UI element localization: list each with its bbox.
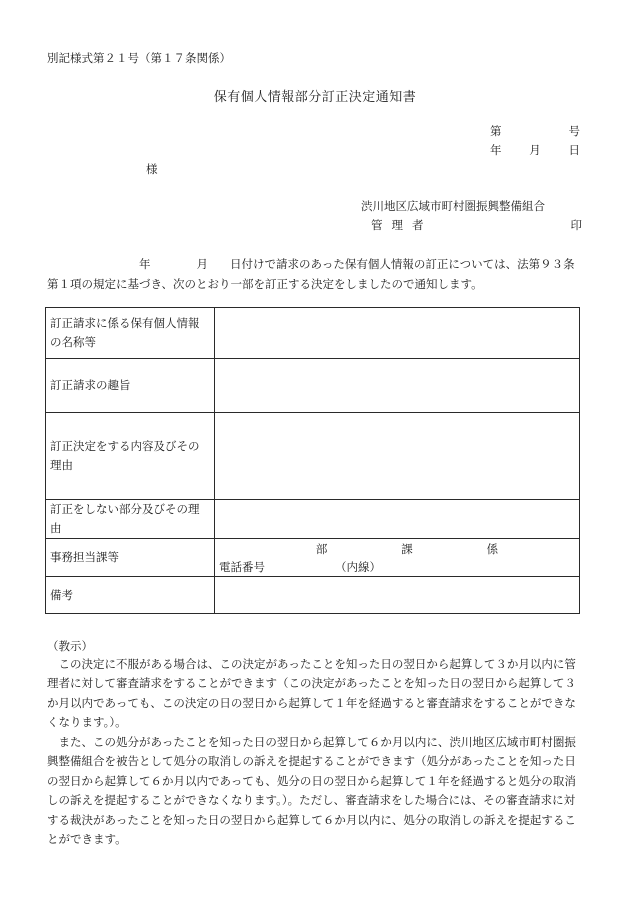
document-number [490, 126, 580, 138]
addressee-suffix: 様 [146, 162, 158, 176]
contact-dept-line [219, 540, 575, 558]
number-prefix: 第 [490, 124, 502, 138]
row-label: 訂正決定をする内容及びその理由 [46, 413, 215, 500]
row-value [215, 359, 580, 413]
table-row [46, 359, 580, 413]
row-label: 訂正請求に係る保有個人情報の名称等 [46, 308, 215, 359]
contact-cell [215, 539, 580, 577]
row-label: 訂正をしない部分及びその理由 [46, 500, 215, 539]
body-year: 年 [139, 257, 151, 271]
document-title: 保有個人情報部分訂正決定通知書 [213, 90, 417, 105]
notice-heading: （教示） [47, 639, 93, 653]
contact-unit: 係 [486, 541, 499, 556]
table-row [46, 577, 580, 614]
issuer-manager [371, 220, 582, 232]
date-month: 月 [529, 143, 541, 157]
contact-phone: 電話番号 [219, 559, 265, 574]
body-text: 日付けで請求のあった保有個人情報の訂正については、法第９３条第１項の規定に基づき、次のとおり一部を訂正する決定をしましたので通知します。 [47, 257, 575, 291]
row-value [215, 500, 580, 539]
contact-dept: 部 [315, 541, 328, 556]
contact-extension: （内線） [335, 559, 381, 574]
date-day: 日 [568, 143, 580, 157]
row-label: 事務担当課等 [46, 539, 215, 577]
date-year: 年 [490, 143, 502, 157]
document-date [490, 145, 580, 157]
body-paragraph [47, 254, 583, 294]
row-value [215, 413, 580, 500]
issuer-org: 渋川地区広域市町村圏振興整備組合 [361, 199, 545, 213]
notice-paragraph: この決定に不服がある場合は、この決定があったことを知った日の翌日から起算して３か月以内に管理者に対して審査請求をすることができます（この決定があったことを知った日の翌日から起算して３か月以内であっても、この決定の日の翌日から起算して１年を経過すると審査請求をすることができなくなります。）。 [47, 657, 576, 730]
table-row [46, 413, 580, 500]
seal-mark: 印 [570, 218, 582, 232]
table-row [46, 539, 580, 577]
row-value [215, 308, 580, 359]
row-label: 備考 [46, 577, 215, 614]
info-table [45, 307, 580, 614]
table-row [46, 500, 580, 539]
number-suffix: 号 [568, 124, 580, 138]
issuer-title: 管理者 [371, 218, 433, 232]
form-label: 別記様式第２１号（第１７条関係） [47, 51, 231, 65]
body-month: 月 [196, 257, 208, 271]
table-row [46, 308, 580, 359]
row-label: 訂正請求の趣旨 [46, 359, 215, 413]
contact-phone-line [219, 558, 575, 576]
notice-paragraph: また、この処分があったことを知った日の翌日から起算して６か月以内に、渋川地区広域市町村圏振興整備組合を被告として処分の取消しの訴えを提起することができます（処分があったことを知った日の翌日から起算して６か月以内であっても、処分の日の翌日から起算して１年を経過すると処分の取消しの訴えを提起することができなくなります。）。ただし、審査請求をした場合には、その審査請求に対する裁決があったことを知った日の翌日から起算して６か月以内に、処分の取消しの訴えを提起することができます。 [47, 735, 576, 847]
contact-section: 課 [401, 541, 413, 556]
row-value [215, 577, 580, 614]
